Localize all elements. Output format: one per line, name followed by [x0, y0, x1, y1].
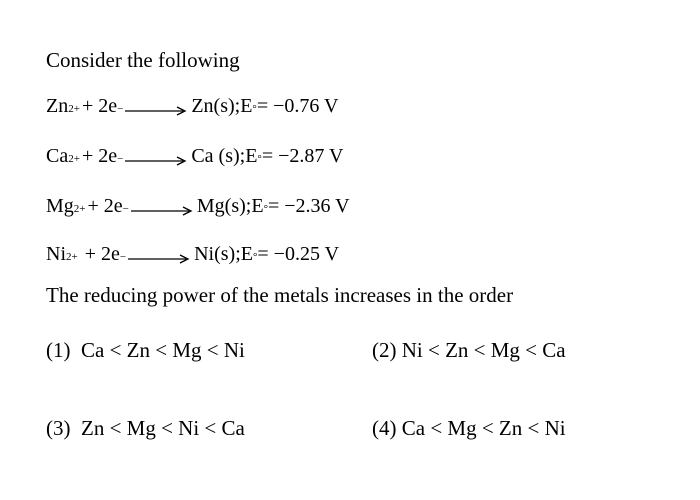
standard-symbol: °	[252, 251, 258, 263]
product: Zn(s);E	[191, 95, 253, 117]
option-3[interactable]	[46, 416, 245, 441]
reaction-arrow-icon	[131, 211, 195, 212]
electrons: + 2e	[81, 145, 118, 167]
electrons: + 2e	[87, 195, 123, 217]
ion-symbol: Ni	[46, 243, 66, 265]
reaction-ni	[46, 243, 339, 266]
electron-charge: −	[117, 103, 124, 115]
electrons: + 2e	[79, 243, 120, 265]
option-text: Zn < Mg < Ni < Ca	[81, 416, 245, 440]
reaction-ca	[46, 145, 343, 168]
question-text: The reducing power of the metals increases in the order	[46, 283, 514, 307]
reaction-zn	[46, 95, 338, 118]
option-label: (1)	[46, 338, 71, 362]
reaction-arrow-icon	[125, 111, 189, 112]
option-2[interactable]	[372, 338, 566, 363]
option-text: Ca < Mg < Zn < Ni	[401, 416, 566, 440]
product: Mg(s);E	[196, 195, 264, 217]
reaction-arrow-icon	[125, 161, 189, 162]
electron-charge: −	[117, 153, 124, 165]
potential-value: = −0.25 V	[257, 243, 340, 265]
ion-symbol: Mg	[46, 195, 74, 217]
reaction-mg	[46, 195, 350, 218]
electrons: + 2e	[81, 95, 118, 117]
ion-charge: 2+	[73, 203, 86, 215]
ion-charge: 2+	[66, 251, 78, 263]
product: Ni(s);E	[194, 243, 253, 265]
standard-symbol: °	[257, 153, 262, 165]
potential-value: = −2.87 V	[261, 145, 344, 167]
potential-value: = −2.36 V	[267, 195, 350, 217]
option-1[interactable]	[46, 338, 245, 363]
electron-charge: −	[119, 251, 127, 263]
product: Ca (s);E	[191, 145, 258, 167]
option-4[interactable]	[372, 416, 566, 441]
standard-symbol: °	[263, 203, 268, 215]
ion-charge: 2+	[68, 153, 80, 165]
ion-charge: 2+	[68, 103, 80, 115]
option-label: (4)	[372, 416, 397, 440]
reaction-arrow-icon	[128, 259, 192, 260]
option-text: Ca < Zn < Mg < Ni	[81, 338, 245, 362]
standard-symbol: °	[252, 103, 257, 115]
option-label: (2)	[372, 338, 397, 362]
option-label: (3)	[46, 416, 71, 440]
ion-symbol: Zn	[46, 95, 69, 117]
potential-value: = −0.76 V	[256, 95, 339, 117]
intro-text: Consider the following	[46, 48, 240, 72]
electron-charge: −	[122, 203, 129, 215]
option-text: Ni < Zn < Mg < Ca	[401, 338, 566, 362]
ion-symbol: Ca	[46, 145, 69, 167]
